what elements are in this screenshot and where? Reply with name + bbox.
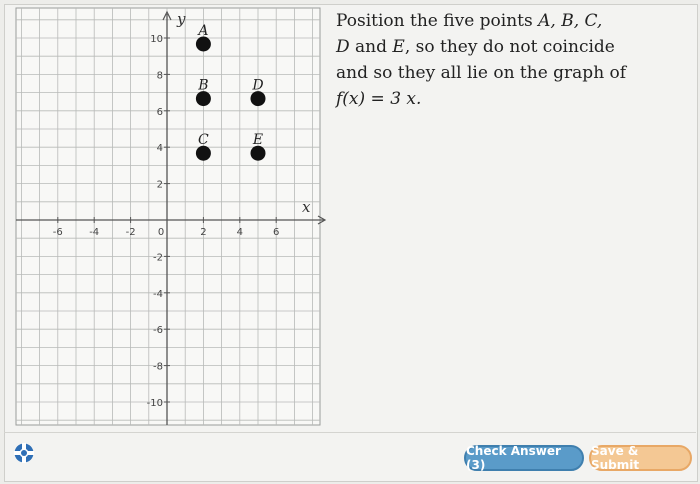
- problem-statement: [336, 8, 666, 112]
- check-answer-button[interactable]: Check Answer (3): [464, 445, 584, 471]
- problem-line-1: Position the five points A, B, C,: [336, 11, 603, 31]
- y-tick-label: 10: [150, 34, 163, 45]
- function-expression: f(x) = 3 x.: [336, 89, 422, 109]
- save-submit-button[interactable]: Save & Submit: [589, 445, 692, 471]
- point-label-c: C: [198, 132, 209, 149]
- point-label-d: D: [252, 77, 264, 94]
- x-tick-label: 4: [236, 227, 243, 238]
- y-tick-label: 4: [156, 143, 163, 155]
- y-tick-label: -4: [153, 288, 163, 300]
- y-tick-label: -10: [146, 398, 163, 409]
- footer-divider: [4, 432, 696, 433]
- y-tick-label: -8: [153, 361, 163, 373]
- x-tick-label: -4: [89, 227, 100, 238]
- y-tick-label: -2: [153, 252, 163, 264]
- y-tick-label: 8: [156, 70, 163, 82]
- point-label-e: E: [252, 132, 264, 149]
- graph-background: [16, 8, 320, 425]
- y-tick-label: 2: [156, 179, 163, 191]
- x-tick-label: 6: [273, 227, 280, 238]
- x-tick-label: 2: [200, 227, 207, 238]
- point-label-a: A: [198, 23, 209, 39]
- y-tick-label: -6: [153, 325, 163, 337]
- x-axis-label: x: [302, 198, 311, 216]
- point-label-b: B: [198, 77, 209, 94]
- x-tick-label: -6: [52, 227, 63, 238]
- x-tick-label: 0: [157, 227, 165, 238]
- problem-line-3: and so they all lie on the graph of: [336, 63, 627, 83]
- problem-line-2: D and E, so they do not coincide: [336, 37, 615, 57]
- y-axis-label: y: [177, 10, 186, 28]
- x-tick-label: -2: [125, 227, 136, 238]
- y-tick-label: 6: [156, 106, 163, 118]
- lifebuoy-icon[interactable]: [13, 442, 35, 464]
